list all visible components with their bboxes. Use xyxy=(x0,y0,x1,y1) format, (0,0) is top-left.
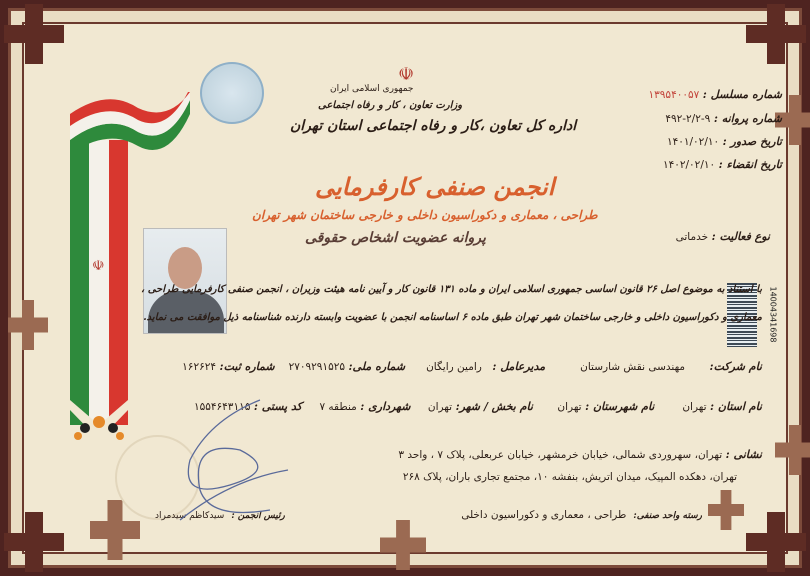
header-line1: جمهوری اسلامی ایران xyxy=(330,84,414,94)
activity-type: نوع فعالیت : خدماتی xyxy=(675,230,770,243)
info-issue-date: تاریخ صدور : ۱۴۰۱/۰۲/۱۰ xyxy=(666,135,782,148)
guild-title: انجمن صنفی کارفرمایی xyxy=(315,172,555,201)
license-type: پروانه عضویت اشخاص حقوقی xyxy=(305,230,486,246)
paragraph-line2: معماری و دکوراسیون داخلی و خارجی ساختمان شهر تهران طبق ماده ۶ اساسنامه انجمن با عضویت وابسته دارنده شناسنامه ذیل موافقت می نماید. xyxy=(143,312,762,323)
barcode-number: 14004341698 xyxy=(768,286,778,343)
info-license-number: شماره پروانه : ۹-۲/۲-۴۹۲ xyxy=(665,112,782,125)
flag-ribbon xyxy=(70,140,128,425)
flag-emblem-icon: ☫ xyxy=(92,258,105,274)
iran-emblem-icon: ☫ xyxy=(398,64,415,85)
location-row: نام استان : تهران نام شهرستان : تهران نام بخش / شهر: تهران شهرداری : منطقه ۷ کد پستی : ۱۵۵۴۶۴۳۱۱۵ xyxy=(193,400,762,413)
info-serial: شماره مسلسل : ۱۳۹۵۴۰۰۵۷ xyxy=(648,88,782,101)
president-row: رئیس انجمن : سیدکاظم سیدمراد xyxy=(155,511,285,521)
company-row: نام شرکت: مهندسی نقش شارستان مدیرعامل : رامین رایگان شماره ملی: ۲۷۰۹۲۹۱۵۲۵ شماره ثبت: ۱۶۲۶۲۴ xyxy=(182,360,762,373)
header-line2: وزارت تعاون ، کار و رفاه اجتماعی xyxy=(318,100,463,111)
address-row: نشانی : تهران، سهروردی شمالی، خیابان خرمشهر، خیابان عربعلی، پلاک ۷ ، واحد ۳ xyxy=(398,448,762,461)
guild-logo-icon xyxy=(70,400,128,445)
rank-row: رسته واحد صنفی: طراحی ، معماری و دکوراسیون داخلی xyxy=(461,509,702,521)
address-line2: تهران، دهکده المپیک، میدان اتریش، بنفشه ۱۰، مجتمع تجاری باران، پلاک ۲۶۸ xyxy=(402,471,737,483)
header-line3: اداره کل تعاون ،کار و رفاه اجتماعی استان تهران xyxy=(290,118,577,134)
info-expiry-date: تاریخ انقضاء : ۱۴۰۲/۰۲/۱۰ xyxy=(662,158,782,171)
guild-subtitle: طراحی ، معماری و دکوراسیون داخلی و خارجی ساختمان شهر تهران xyxy=(252,208,598,222)
signature xyxy=(170,390,290,530)
paragraph-line1: با استناد به موضوع اصل ۲۶ قانون اساسی جمهوری اسلامی ایران و ماده ۱۳۱ قانون کار و آیین نامه هیئت وزیران ، انجمن صنفی کارفرمایی طراحی ، xyxy=(141,284,762,295)
seal-stamp xyxy=(200,62,264,124)
flag-wave-icon xyxy=(68,92,193,152)
